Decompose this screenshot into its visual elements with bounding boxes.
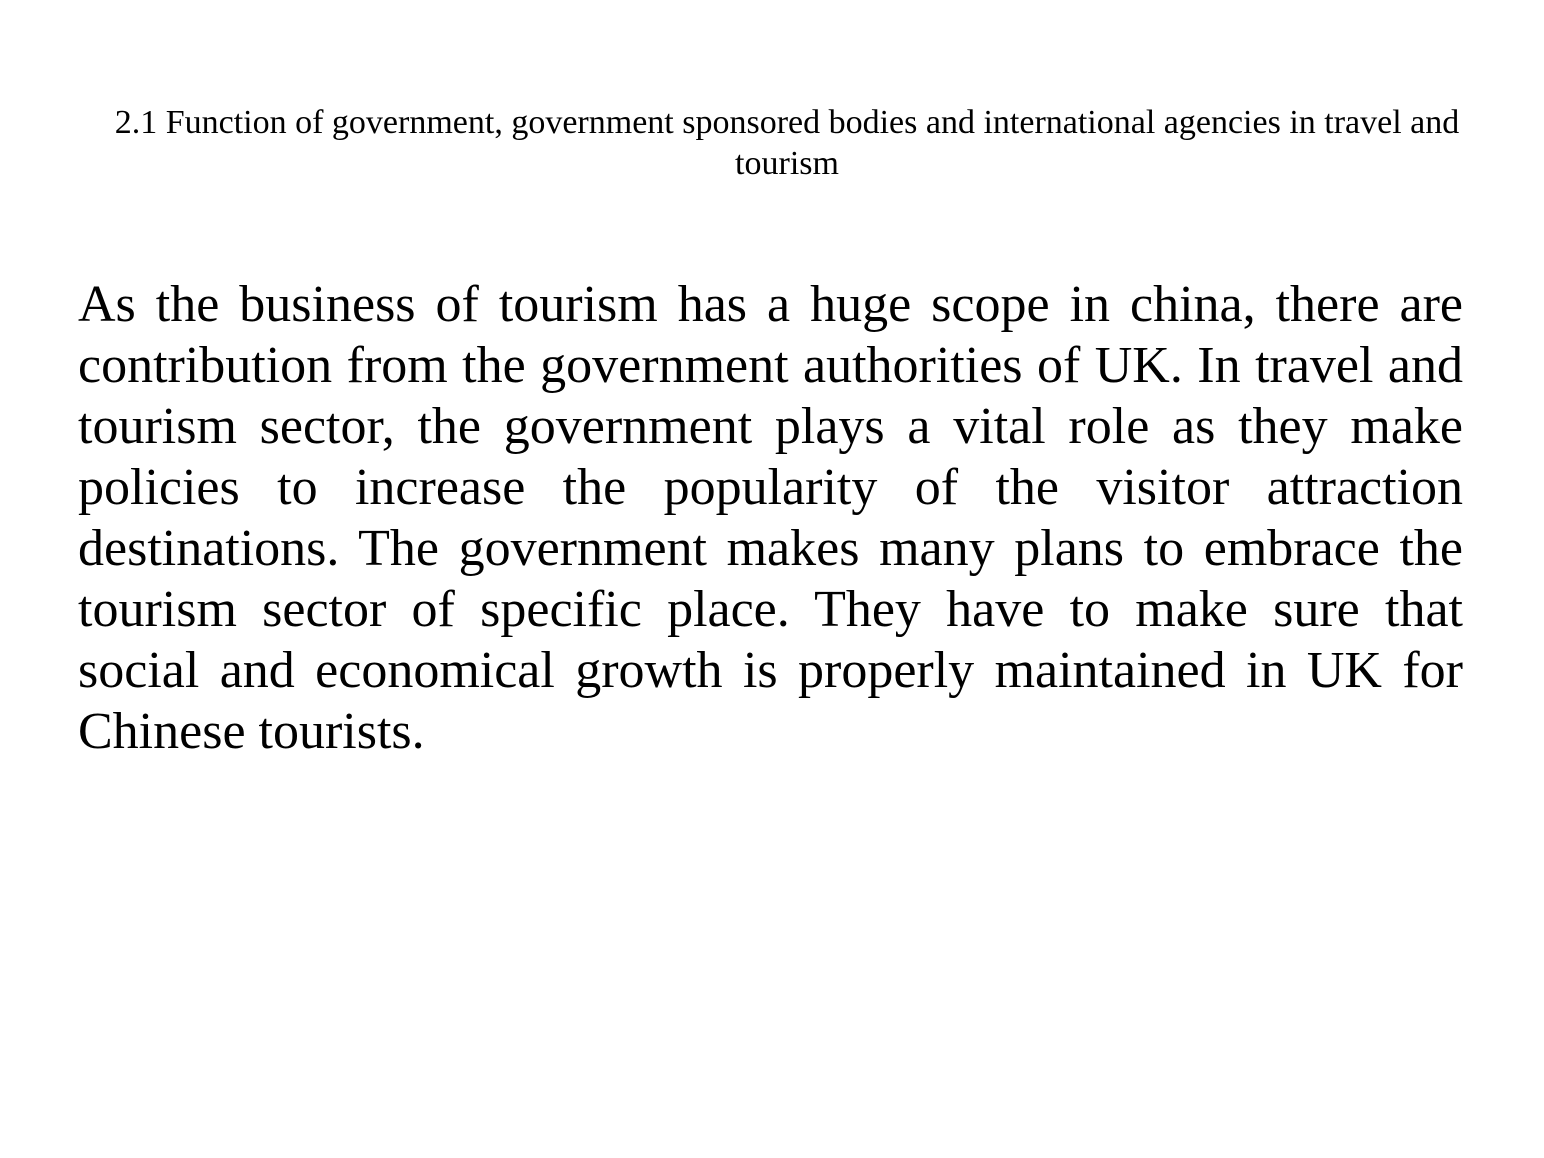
section-title: 2.1 Function of government, government sponsored bodies and international agencies in travel and tourism — [114, 104, 1460, 182]
body-paragraph: As the business of tourism has a huge scope in china, there are contribution from the government authorities of UK. In travel and tourism sector, the government plays a vital role as they make policies to increase the popularity of the visitor attraction destinations. The government makes many plans to embrace the tourism sector of specific place. They have to make sure that social and economical growth is properly maintained in UK for Chinese tourists. — [78, 276, 1463, 760]
